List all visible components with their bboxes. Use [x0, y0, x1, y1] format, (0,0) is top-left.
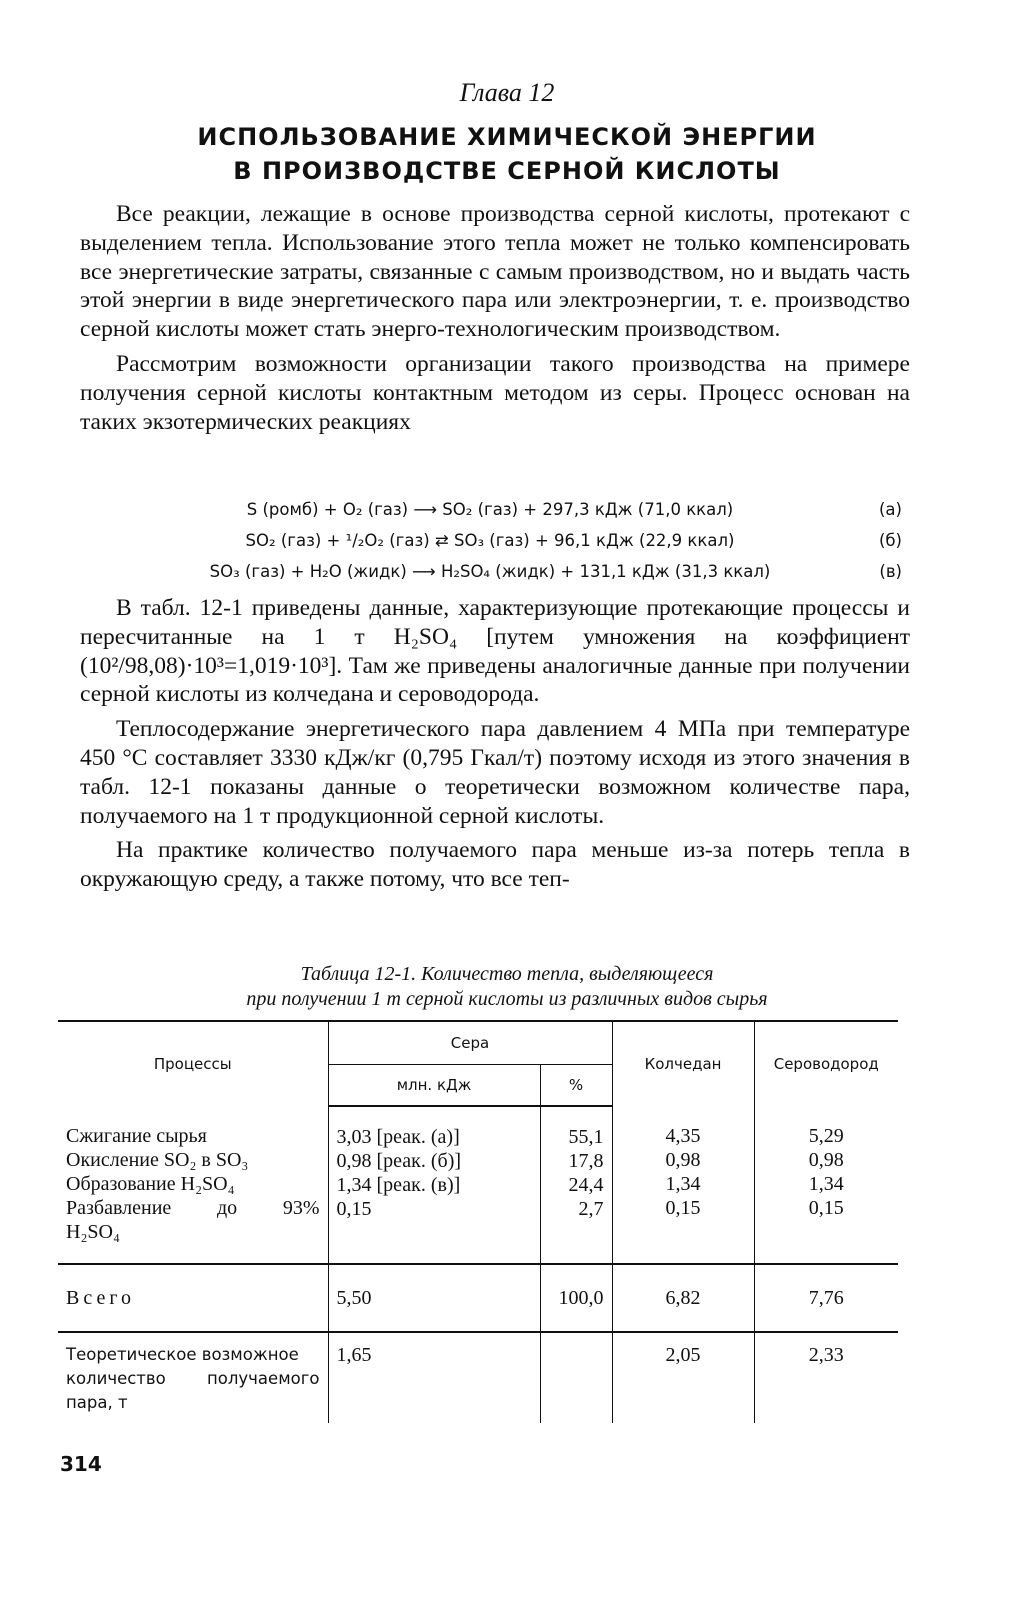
reaction-equations	[80, 494, 910, 587]
value: 4,35	[665, 1125, 701, 1147]
steam-pyrite: 2,05	[612, 1332, 754, 1423]
chapter-title-line-1: ИСПОЛЬЗОВАНИЕ ХИМИЧЕСКОЙ ЭНЕРГИИ	[197, 123, 817, 151]
value: 1,34	[808, 1173, 844, 1195]
reaction-equation: SO₃ (газ) + H₂O (жидк) ⟶ H₂SO₄ (жидк) + 131,1 кДж (31,3 ккал)	[209, 562, 771, 581]
dilution-word: до	[216, 1197, 238, 1219]
paragraph-4: Теплосодержание энергетического пара давлением 4 МПа при температуре 450 °С составляет 3330 кДж/кг (0,795 Гкал/т) поэтому исходя из этого значения в табл. 12-1 показаны данные о теоретически возможном количестве пара, получаемого на 1 т продукционной серной кислоты.	[80, 716, 910, 829]
value-row: 0,98 [реак. (б)]	[336, 1150, 462, 1172]
steam-h2s: 2,33	[754, 1332, 898, 1423]
value: 55,1	[568, 1126, 604, 1148]
header-percent: %	[540, 1065, 612, 1107]
header-sulfur: Сера	[328, 1021, 612, 1065]
body-text-lower	[80, 594, 910, 894]
h2s-values	[754, 1106, 898, 1264]
header-processes: Процессы	[58, 1021, 328, 1106]
reaction-equation: SO₂ (газ) + ¹/₂O₂ (газ) ⇄ SO₃ (газ) + 96,1 кДж (22,9 ккал)	[245, 531, 735, 550]
paragraph-5: На практике количество получаемого пара меньше из-за потерь тепла в окружающую среду, а также потому, что все теп-	[80, 837, 910, 893]
chapter-title	[0, 120, 1014, 188]
value: 24,4	[568, 1174, 604, 1196]
steam-label-line: пара, т	[66, 1393, 128, 1412]
paragraph-3: В табл. 12-1 приведены данные, характеризующие протекающие процессы и пересчитанные на 1 т H₂SO₄ [путем умножения на коэффициент (10²/98,08)·10³=1,019·10³]. Там же приведены аналогичные данные при получении серной кислоты из колчедана и сероводорода.	[80, 595, 910, 708]
table-header-row-1	[58, 1021, 898, 1065]
value: 5,29	[808, 1125, 844, 1147]
reaction-equation: S (ромб) + O₂ (газ) ⟶ SO₂ (газ) + 297,3 кДж (71,0 ккал)	[246, 500, 734, 519]
reaction-tag: (а)	[879, 500, 902, 519]
heat-table	[58, 1020, 898, 1423]
value: 0,15	[808, 1197, 844, 1219]
table-caption	[0, 962, 1014, 1012]
total-label: Всего	[58, 1264, 328, 1332]
paragraph-1: Все реакции, лежащие в основе производства серной кислоты, протекают с выделением тепла. Использование этого тепла может не только компенсировать все энергетические затраты, связанные с самым производством, но и выдать часть этой энергии в виде энергетического пара или электроэнергии, т. е. производство серной кислоты может стать энерго-технологическим производством.	[80, 201, 910, 343]
steam-percent	[540, 1332, 612, 1423]
dilution-word: 93%	[282, 1197, 320, 1219]
steam-sulfur: 1,65	[328, 1332, 540, 1423]
total-mln-kj: 5,50	[328, 1264, 540, 1332]
header-h2s: Сероводород	[754, 1021, 898, 1106]
total-pyrite: 6,82	[612, 1264, 754, 1332]
reaction-tag: (б)	[878, 531, 902, 550]
steam-label-line: Теоретическое возможное	[66, 1345, 299, 1364]
process-dilution	[66, 1196, 320, 1220]
chapter-title-line-2: В ПРОИЗВОДСТВЕ СЕРНОЙ КИСЛОТЫ	[233, 157, 781, 185]
value: 0,15	[665, 1197, 701, 1219]
steam-label-line: количество получаемого	[66, 1369, 320, 1388]
table-row-processes	[58, 1106, 898, 1264]
total-percent: 100,0	[540, 1264, 612, 1332]
table-caption-line-1: Таблица 12-1. Количество тепла, выделяющееся	[300, 963, 714, 985]
value: 2,7	[578, 1198, 604, 1220]
value-row: 0,15	[336, 1198, 372, 1220]
reaction-tag: (в)	[879, 562, 902, 581]
value: 17,8	[568, 1150, 604, 1172]
steam-label	[58, 1332, 328, 1423]
total-h2s: 7,76	[754, 1264, 898, 1332]
header-pyrite: Колчедан	[612, 1021, 754, 1106]
reaction-b	[80, 525, 910, 556]
reaction-c	[80, 556, 910, 587]
value-row: 3,03 [реак. (а)]	[336, 1126, 460, 1148]
pyrite-values	[612, 1106, 754, 1264]
dilution-word: Разбавление	[66, 1197, 172, 1219]
process-dilution-product: H₂SO₄	[66, 1221, 120, 1243]
value: 1,34	[665, 1173, 701, 1195]
header-mln-kj: млн. кДж	[328, 1065, 540, 1107]
table-row-steam	[58, 1332, 898, 1423]
table-caption-line-2: при получении 1 т серной кислоты из различных видов сырья	[246, 988, 768, 1010]
reaction-a	[80, 494, 910, 525]
process-combustion: Сжигание сырья	[66, 1125, 207, 1147]
body-text-upper	[80, 200, 910, 436]
table-row-total	[58, 1264, 898, 1332]
value: 0,98	[665, 1149, 701, 1171]
chapter-label: Глава 12	[459, 78, 555, 107]
process-formation: Образование H₂SO₄	[66, 1173, 235, 1195]
sulfur-mln-kj-values	[328, 1106, 540, 1264]
value: 0,98	[808, 1149, 844, 1171]
process-oxidation: Окисление SO₂ в SO₃	[66, 1149, 249, 1171]
page-number: 314	[60, 1452, 102, 1476]
paragraph-2: Рассмотрим возможности организации такого производства на примере получения серной кислоты контактным методом из серы. Процесс основан на таких экзотермических реакциях	[80, 350, 910, 435]
sulfur-percent-values	[540, 1106, 612, 1264]
process-names	[58, 1106, 328, 1264]
value-row: 1,34 [реак. (в)]	[336, 1174, 461, 1196]
